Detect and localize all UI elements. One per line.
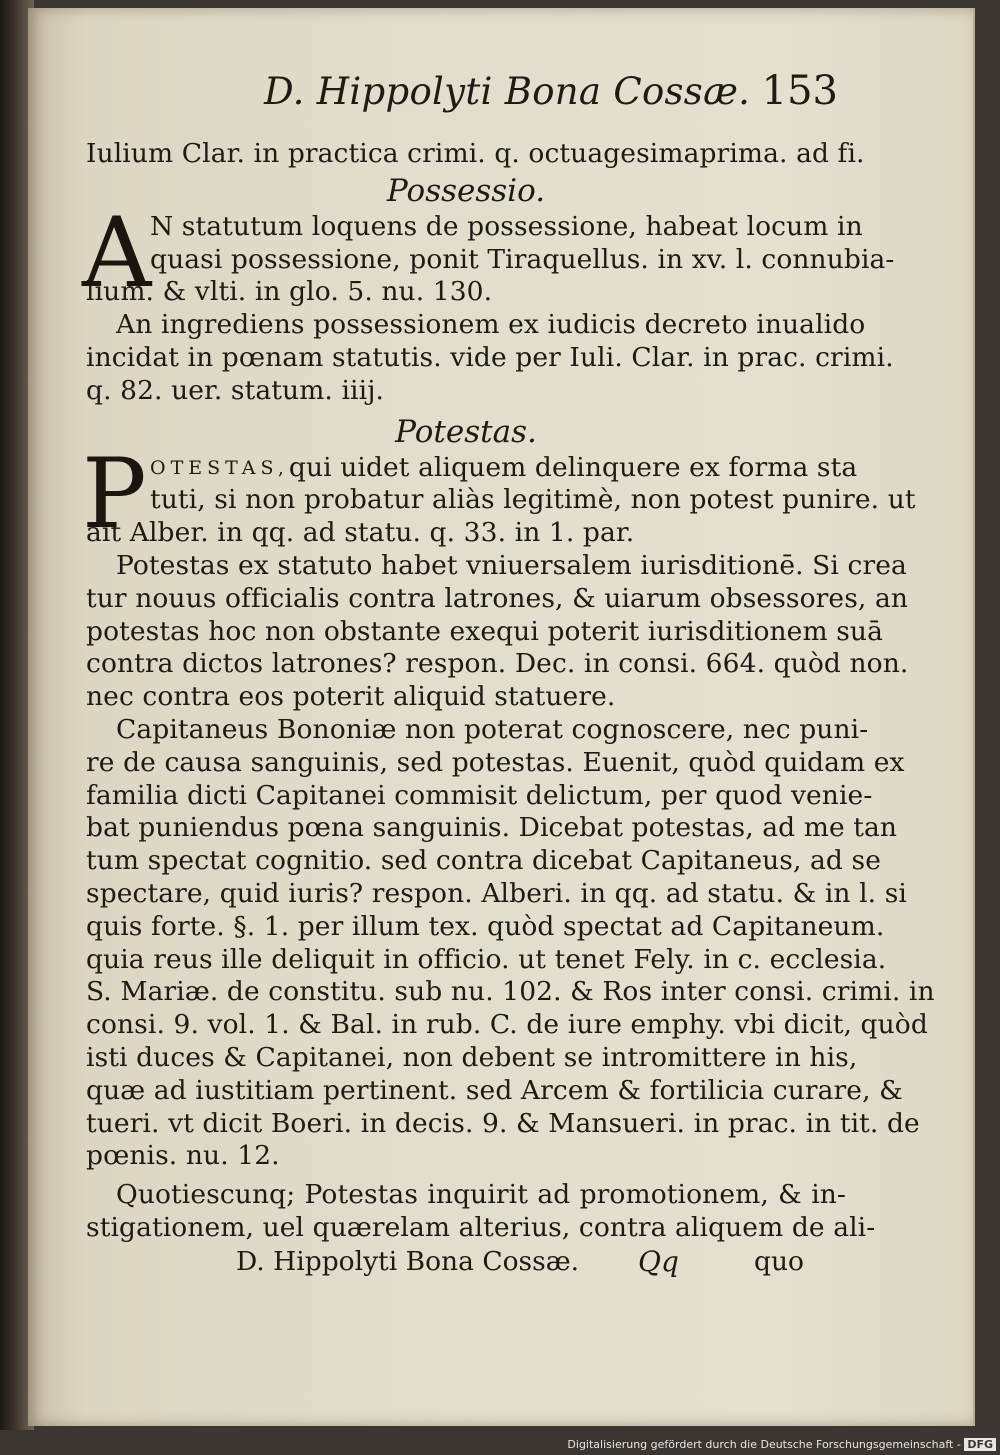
running-head-title: D. Hippolyti Bona Cossæ.	[264, 70, 751, 113]
text-line: contra dictos latrones? respon. Dec. in consi. 664. quòd non.	[86, 648, 909, 680]
signature-line: D. Hippolyti Bona Cossæ.	[236, 1245, 580, 1277]
text-line: spectare, quid iuris? respon. Alberi. in qq. ad statu. & in l. si	[86, 877, 907, 909]
text-line: tur nouus officialis contra latrones, & uiarum obsessores, an	[86, 582, 909, 614]
text-line: Potestas ex statuto habet vniuersalem iurisditionē. Si crea	[116, 549, 907, 581]
running-head	[86, 68, 846, 138]
paragraph-potestas-4	[86, 1179, 876, 1245]
small-caps-word: OTESTAS,	[150, 456, 289, 479]
text-line: consi. 9. vol. 1. & Bal. in rub. C. de iure emphy. vbi dicit, quòd	[86, 1009, 928, 1041]
text-line: tueri. vt dicit Boeri. in decis. 9. & Mansueri. in prac. in tit. de	[86, 1107, 920, 1139]
signature-mark: Qq	[638, 1244, 679, 1278]
paragraph-potestas-3	[86, 713, 935, 1173]
section-heading-potestas: Potestas.	[395, 413, 537, 450]
text-line: bat puniendus pœna sanguinis. Dicebat potestas, ad me tan	[86, 812, 898, 844]
text-line: nec contra eos poterit aliquid statuere.	[86, 681, 616, 713]
text-line: lium. & vlti. in glo. 5. nu. 130.	[86, 276, 493, 308]
text-line: N statutum loquens de possessione, habeat locum in	[150, 210, 863, 242]
text-line: incidat in pœnam statutis. vide per Iuli. Clar. in prac. crimi.	[86, 341, 894, 373]
text-line: Iulium Clar. in practica crimi. q. octuagesimaprima. ad fi.	[86, 138, 865, 169]
text-line: tum spectat cognitio. sed contra dicebat Capitaneus, ad se	[86, 845, 882, 877]
text-line: stigationem, uel quærelam alterius, contra aliquem de ali-	[86, 1211, 876, 1243]
text-line: ait Alber. in qq. ad statu. q. 33. in 1. par.	[86, 517, 635, 549]
dfg-logo: DFG	[964, 1438, 996, 1451]
paragraph-possessio-1	[82, 196, 895, 309]
book-page	[28, 8, 975, 1426]
text-line: quis forte. §. 1. per illum tex. quòd spectat ad Capitaneum.	[86, 910, 885, 942]
text-line: isti duces & Capitanei, non debent se intromittere in his,	[86, 1041, 858, 1073]
paragraph-possessio-2	[86, 309, 894, 407]
text-line: quasi possessione, ponit Tiraquellus. in xv. l. connubia-	[150, 243, 895, 275]
text-line: Quotiescunq; Potestas inquirit ad promotionem, & in-	[116, 1179, 846, 1211]
text-line: Capitaneus Bononiæ non poterat cognoscere, nec puni-	[116, 713, 869, 745]
text-line: potestas hoc non obstante exequi poterit iurisditionem suā	[86, 615, 883, 647]
text-line: quæ ad iustitiam pertinent. sed Arcem & fortilicia curare, &	[86, 1074, 903, 1106]
paragraph-potestas-1	[82, 437, 916, 550]
page-footer	[86, 1245, 846, 1279]
catchword: quo	[754, 1245, 804, 1277]
drop-cap-a: A	[82, 196, 152, 309]
digitization-credit	[567, 1438, 996, 1451]
text-line-rest: qui uidet aliquem delinquere ex forma sta	[288, 451, 858, 483]
text-line: re de causa sanguinis, sed potestas. Euenit, quòd quidam ex	[86, 746, 905, 778]
text-line: pœnis. nu. 12.	[86, 1140, 280, 1172]
text-line: quia reus ille deliquit in officio. ut tenet Fely. in c. ecclesia.	[86, 943, 887, 975]
page-number: 153	[761, 68, 838, 114]
text-line: familia dicti Capitanei commisit delictum, per quod venie-	[86, 779, 873, 811]
text-line: tuti, si non probatur aliàs legitimè, non potest punire. ut	[150, 484, 916, 516]
drop-cap-p: P	[82, 437, 147, 550]
text-line	[86, 451, 858, 485]
text-line: S. Mariæ. de constitu. sub nu. 102. & Ros inter consi. crimi. in	[86, 976, 935, 1008]
text-line: q. 82. uer. statum. iiij.	[86, 374, 385, 406]
credit-text: Digitalisierung gefördert durch die Deutsche Forschungsgemeinschaft -	[567, 1438, 961, 1451]
paragraph-potestas-2	[86, 549, 909, 714]
section-heading-possessio: Possessio.	[386, 172, 546, 209]
page-text-block	[82, 68, 935, 1279]
text-line: An ingrediens possessionem ex iudicis decreto inualido	[116, 309, 866, 341]
